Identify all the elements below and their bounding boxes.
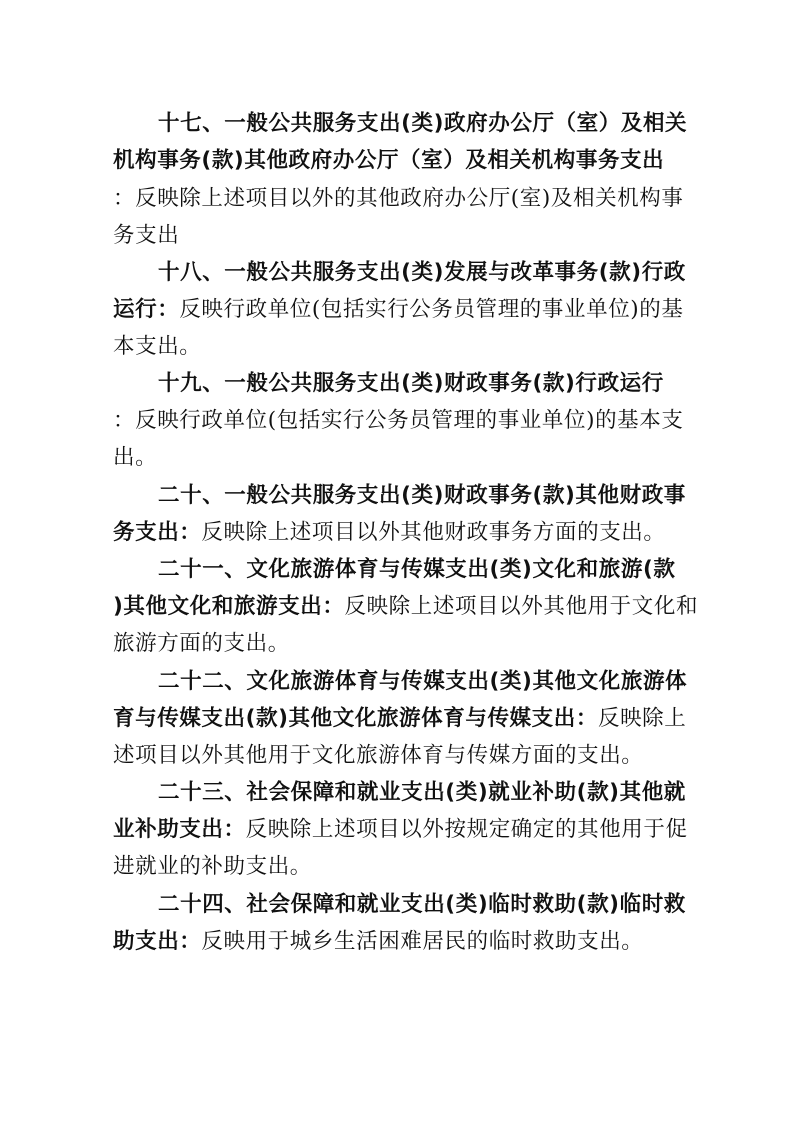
paragraph-17-line-2 bbox=[113, 145, 664, 177]
paragraph-22-line-3 bbox=[113, 740, 643, 772]
heading-text: 务支出： bbox=[113, 520, 202, 545]
body-text: 反映用于城乡生活困难居民的临时救助支出。 bbox=[201, 929, 644, 954]
paragraph-19-line-2 bbox=[113, 405, 683, 437]
body-text: 出。 bbox=[113, 445, 158, 470]
heading-text: 二十、一般公共服务支出(类)财政事务(款)其他财政事 bbox=[158, 483, 686, 508]
paragraph-17-line-3 bbox=[113, 183, 683, 215]
paragraph-24-line-2 bbox=[113, 926, 643, 958]
body-text: 本支出。 bbox=[113, 334, 202, 359]
heading-text: 十九、一般公共服务支出(类)财政事务(款)行政运行 bbox=[158, 371, 664, 396]
paragraph-18-line-2 bbox=[113, 294, 684, 326]
paragraph-18-line-1 bbox=[158, 257, 686, 289]
heading-text: 二十一、文化旅游体育与传媒支出(类)文化和旅游(款 bbox=[158, 557, 676, 582]
paragraph-20-line-2 bbox=[113, 517, 666, 549]
paragraph-23-line-3 bbox=[113, 851, 312, 883]
paragraph-20-line-1 bbox=[158, 480, 686, 512]
heading-text: )其他文化和旅游支出： bbox=[113, 594, 345, 619]
paragraph-22-line-1 bbox=[158, 666, 687, 698]
heading-text: 业补助支出： bbox=[113, 817, 246, 842]
body-text: 反映除上 bbox=[597, 706, 687, 731]
paragraph-17-line-4 bbox=[113, 220, 179, 252]
paragraph-18-line-3 bbox=[113, 331, 201, 363]
paragraph-19-line-3 bbox=[113, 442, 157, 474]
heading-text: 二十四、社会保障和就业支出(类)临时救助(款)临时救 bbox=[158, 892, 686, 917]
body-text: ：反映除上述项目以外的其他政府办公厅(室)及相关机构事 bbox=[113, 186, 684, 211]
body-text: 反映除上述项目以外按规定确定的其他用于促 bbox=[245, 817, 688, 842]
paragraph-19-line-1 bbox=[158, 368, 664, 400]
body-text: 反映行政单位(包括实行公务员管理的事业单位)的基 bbox=[179, 297, 684, 322]
heading-text: 机构事务(款)其他政府办公厅（室）及相关机构事务支出 bbox=[113, 148, 665, 173]
paragraph-17-line-1 bbox=[158, 108, 687, 140]
body-text: 旅游方面的支出。 bbox=[113, 631, 290, 656]
paragraph-23-line-1 bbox=[158, 777, 686, 809]
heading-text: 十八、一般公共服务支出(类)发展与改革事务(款)行政 bbox=[158, 260, 686, 285]
heading-text: 十七、一般公共服务支出(类)政府办公厅（室）及相关 bbox=[158, 111, 688, 136]
body-text: 反映除上述项目以外其他用于文化和 bbox=[344, 594, 699, 619]
body-text: 务支出 bbox=[113, 223, 180, 248]
body-text: 反映除上述项目以外其他财政事务方面的支出。 bbox=[201, 520, 666, 545]
heading-text: 助支出： bbox=[113, 929, 202, 954]
paragraph-21-line-3 bbox=[113, 628, 290, 660]
body-text: 进就业的补助支出。 bbox=[113, 854, 312, 879]
paragraph-22-line-2 bbox=[113, 703, 686, 735]
heading-text: 二十二、文化旅游体育与传媒支出(类)其他文化旅游体 bbox=[158, 669, 688, 694]
body-text: 述项目以外其他用于文化旅游体育与传媒方面的支出。 bbox=[113, 743, 644, 768]
heading-text: 二十三、社会保障和就业支出(类)就业补助(款)其他就 bbox=[158, 780, 686, 805]
paragraph-23-line-2 bbox=[113, 814, 688, 846]
paragraph-21-line-1 bbox=[158, 554, 675, 586]
heading-text: 运行： bbox=[113, 297, 180, 322]
heading-text: 育与传媒支出(款)其他文化旅游体育与传媒支出： bbox=[113, 706, 598, 731]
paragraph-24-line-1 bbox=[158, 889, 686, 921]
paragraph-21-line-2 bbox=[113, 591, 698, 623]
body-text: ：反映行政单位(包括实行公务员管理的事业单位)的基本支 bbox=[113, 408, 684, 433]
